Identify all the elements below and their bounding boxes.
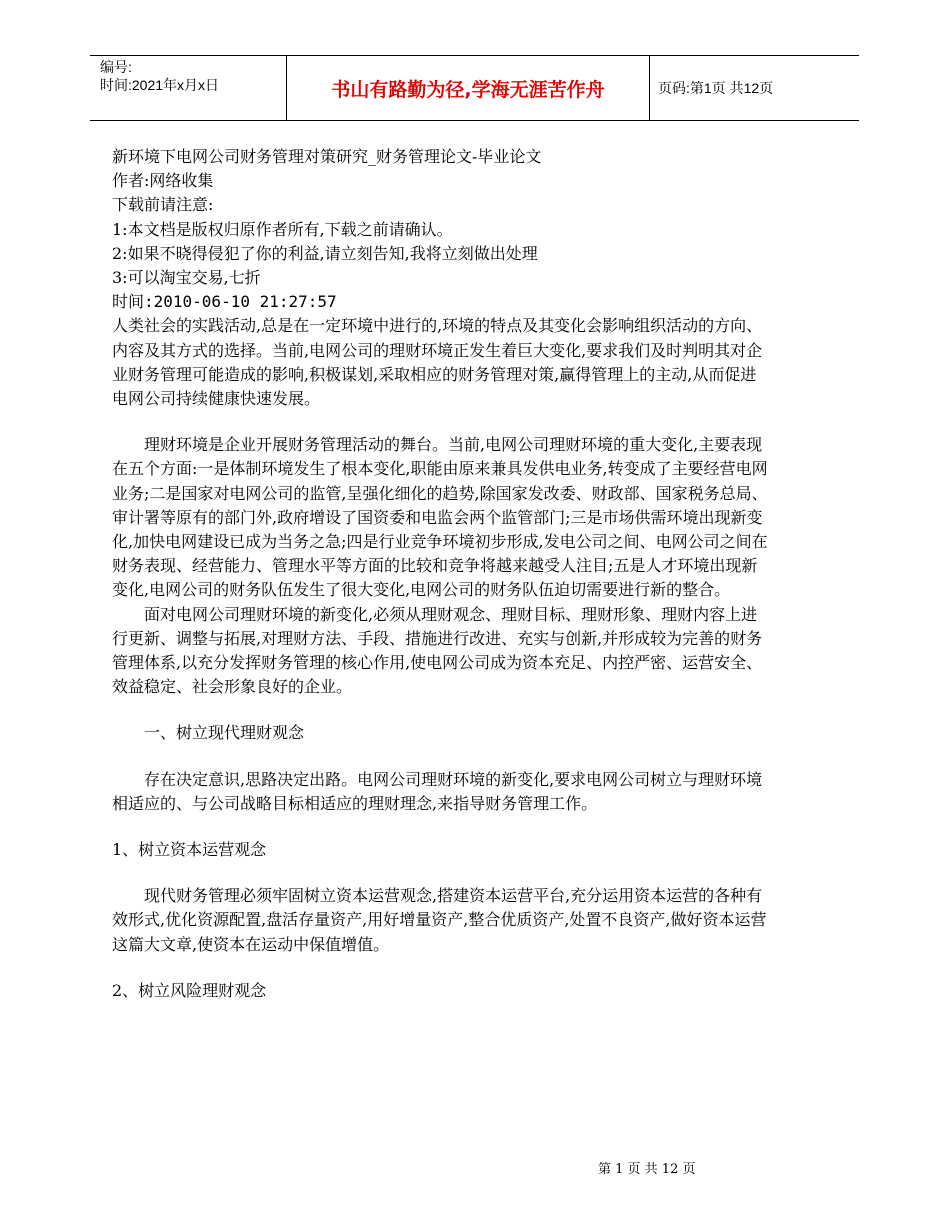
document-title: 新环境下电网公司财务管理对策研究_财务管理论文-毕业论文 — [112, 147, 542, 166]
document-number-label: 编号: — [100, 59, 132, 75]
section-heading-1: 一、树立现代理财观念 — [144, 723, 305, 743]
paragraph-1: 人类社会的实践活动,总是在一定环境中进行的,环境的特点及其变化会影响组织活动的方向、内容及其方式的选择。当前,电网公司的理财环境正发生着巨大变化,要求我们及时判明其对企业财务管理可能造成的影响,积极谋划,采取相应的财务管理对策,赢得管理上的主动,从而促进电网公司持续健康快速发展。 — [112, 316, 763, 409]
paragraph-4: 存在决定意识,思路决定出路。电网公司理财环境的新变化,要求电网公司树立与理财环境相适应的、与公司战略目标相适应的理财理念,来指导财务管理工作。 — [112, 769, 763, 813]
header-page-info: 页码:第1页 共12页 — [658, 80, 774, 96]
subsection-heading-1: 1、树立资本运营观念 — [112, 840, 267, 860]
document-author: 作者:网络收集 — [112, 171, 214, 191]
notice-item-2: 2:如果不晓得侵犯了你的利益,请立刻告知,我将立刻做出处理 — [112, 243, 538, 263]
document-timestamp: 时间:2010-06-10 21:27:57 — [112, 292, 337, 312]
page-header — [90, 55, 859, 121]
paragraph-5: 现代财务管理必须牢固树立资本运营观念,搭建资本运营平台,充分运用资本运营的各种有效形式,优化资源配置,盘活存量资产,用好增量资产,整合优质资产,处置不良资产,做好资本运营这篇大文章,使资本在运动中保值增值。 — [112, 886, 767, 954]
subsection-heading-2: 2、树立风险理财观念 — [112, 980, 267, 1000]
notice-item-1: 1:本文档是版权归原作者所有,下载之前请确认。 — [112, 219, 453, 239]
document-body — [112, 145, 768, 1003]
notice-item-3: 3:可以淘宝交易,七折 — [112, 268, 261, 288]
document-time-label: 时间:2021年x月x日 — [100, 77, 220, 93]
notice-title: 下载前请注意: — [112, 195, 214, 215]
page-footer: 第 1 页 共 12 页 — [598, 1162, 696, 1177]
paragraph-3: 面对电网公司理财环境的新变化,必须从理财观念、理财目标、理财形象、理财内容上进行更新、调整与拓展,对理财方法、手段、措施进行改进、充实与创新,并形成较为完善的财务管理体系,以充分发挥财务管理的核心作用,使电网公司成为资本充足、内控严密、运营安全、效益稳定、社会形象良好的企业。 — [112, 604, 763, 697]
paragraph-2: 理财环境是企业开展财务管理活动的舞台。当前,电网公司理财环境的重大变化,主要表现在五个方面:一是体制环境发生了根本变化,职能由原来兼具发供电业务,转变成了主要经营电网业务;二是国家对电网公司的监管,呈强化细化的趋势,除国家发改委、财政部、国家税务总局、审计署等原有的部门外,政府增设了国资委和电监会两个监管部门;三是市场供需环境出现新变化,加快电网建设已成为当务之急;四是行业竞争环境初步形成,发电公司之间、电网公司之间在财务表现、经营能力、管理水平等方面的比较和竞争将越来越受人注目;五是人才环境出现新变化,电网公司的财务队伍发生了很大变化,电网公司的财务队伍迫切需要进行新的整合。 — [112, 435, 768, 600]
header-meta — [90, 56, 286, 120]
header-slogan: 书山有路勤为径,学海无涯苦作舟 — [286, 56, 650, 120]
